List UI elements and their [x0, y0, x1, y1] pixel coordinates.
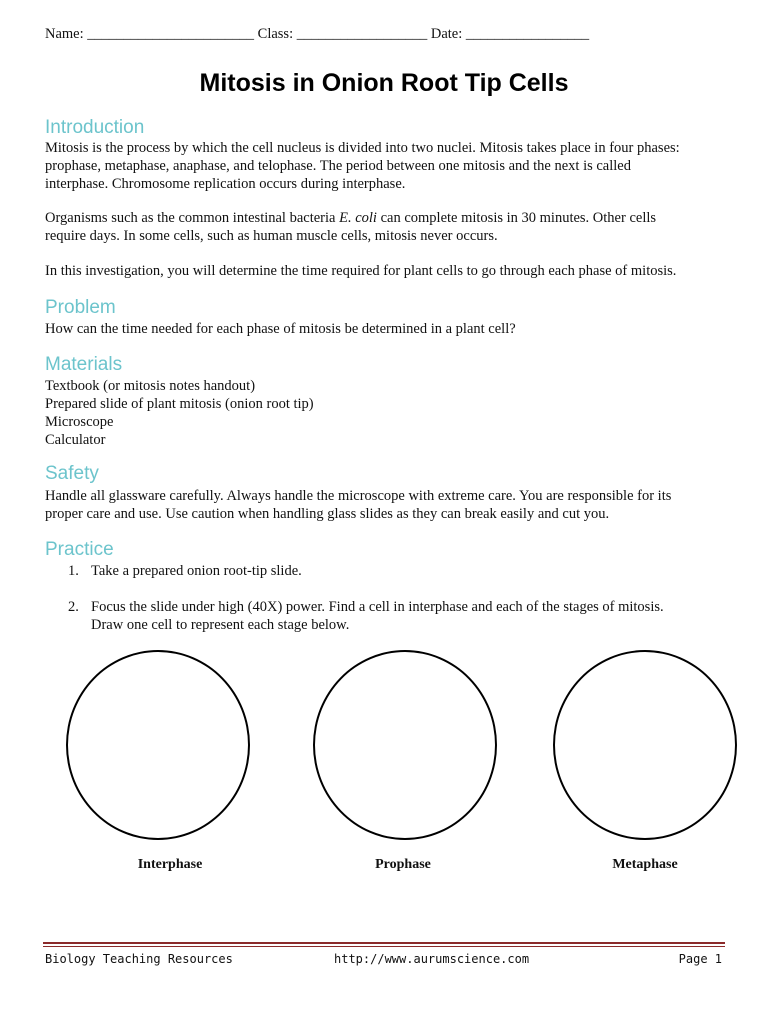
- introduction-paragraph-1: [45, 139, 725, 193]
- intro-text: can complete mitosis in 30 minutes. Other cells: [376, 210, 657, 226]
- prophase-drawing-circle[interactable]: [313, 650, 497, 840]
- page-title: Mitosis in Onion Root Tip Cells: [199, 69, 569, 97]
- intro-line: interphase. Chromosome replication occurs during interphase.: [45, 176, 406, 192]
- intro-line: prophase, metaphase, anaphase, and telophase. The period between one mitosis and the next is called: [45, 158, 631, 174]
- step-text: Draw one cell to represent each stage below.: [91, 617, 350, 633]
- safety-line: Handle all glassware carefully. Always handle the microscope with extreme care. You are responsible for its: [45, 488, 672, 504]
- interphase-label: Interphase: [137, 857, 203, 872]
- step-number: 1.: [68, 563, 79, 579]
- prophase-label: Prophase: [375, 857, 431, 872]
- metaphase-label: Metaphase: [612, 857, 678, 872]
- intro-text: Organisms such as the common intestinal bacteria: [45, 210, 340, 226]
- materials-item: Textbook (or mitosis notes handout): [45, 378, 256, 394]
- footer-divider: [43, 942, 725, 944]
- problem-heading: Problem: [45, 297, 116, 318]
- intro-line: Mitosis is the process by which the cell nucleus is divided into two nuclei. Mitosis takes place in four phases:: [45, 140, 680, 156]
- footer-divider: [43, 946, 725, 947]
- student-info-line: Name: _______________________ Class: __________________ Date: _________________: [45, 26, 590, 42]
- introduction-paragraph-2: [45, 209, 725, 245]
- materials-heading: Materials: [45, 354, 123, 375]
- footer-website-link[interactable]: http://www.aurumscience.com: [334, 952, 530, 966]
- organism-name: E. coli: [339, 210, 377, 226]
- materials-list: [45, 377, 725, 449]
- footer-page-number: Page 1: [678, 952, 722, 966]
- step-text: Take a prepared onion root-tip slide.: [91, 563, 302, 579]
- metaphase-drawing-circle[interactable]: [553, 650, 737, 840]
- safety-line: proper care and use. Use caution when handling glass slides as they can break easily and cut you.: [45, 506, 610, 522]
- intro-line: [45, 209, 725, 227]
- materials-item: Prepared slide of plant mitosis (onion root tip): [45, 396, 314, 412]
- materials-item: Microscope: [45, 414, 114, 430]
- safety-heading: Safety: [45, 463, 99, 484]
- introduction-heading: Introduction: [45, 117, 145, 138]
- interphase-drawing-circle[interactable]: [66, 650, 250, 840]
- footer-publisher: Biology Teaching Resources: [45, 952, 233, 966]
- problem-text: How can the time needed for each phase of mitosis be determined in a plant cell?: [45, 321, 516, 337]
- practice-heading: Practice: [45, 539, 114, 560]
- introduction-paragraph-3: In this investigation, you will determine the time required for plant cells to go through each phase of mitosis.: [45, 263, 677, 279]
- step-number: 2.: [68, 599, 79, 615]
- step-text: Focus the slide under high (40X) power. Find a cell in interphase and each of the stages of mitosis.: [91, 599, 664, 615]
- intro-line: require days. In some cells, such as human muscle cells, mitosis never occurs.: [45, 228, 498, 244]
- materials-item: Calculator: [45, 432, 106, 448]
- safety-text: [45, 487, 725, 523]
